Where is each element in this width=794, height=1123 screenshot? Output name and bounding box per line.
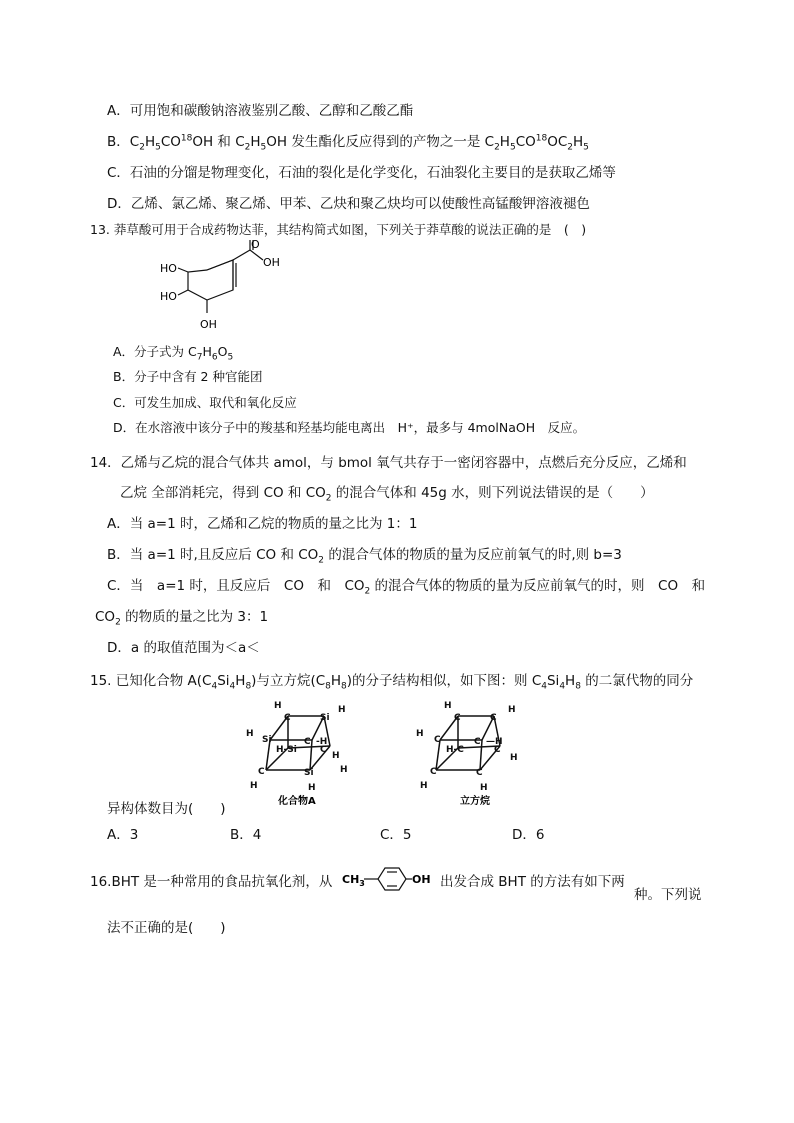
q15-stem: 15. 已知化合物 $A(C_4Si_4H_8)$与立方烷$(C_8H_8)$的分子结构相似，如下图：则 $C_4Si_4H_8$ 的二氯代物的同分 [90, 673, 694, 692]
structure-label-ho-1: HO [160, 262, 177, 275]
q14-option-c-line2: $CO_2$ 的物质的量之比为 3：1 [95, 609, 269, 628]
q14-option-c-line1: C．当 a=1 时，且反应后 CO 和 $CO_2$ 的混合气体的物质的量为反应前氧气的时，则 CO 和 [107, 578, 706, 597]
q13-option-b: B．分子中含有 2 种官能团 [113, 369, 263, 384]
q15-stem-line2: 异构体数目为( ) [107, 801, 226, 817]
svg-text:H: H [416, 729, 424, 739]
p-cresol-structure [342, 864, 434, 894]
svg-text:C: C [320, 745, 327, 755]
q16-stem-part1: 16.BHT 是一种常用的食品抗氧化剂，从 [90, 874, 333, 890]
svg-text:H: H [246, 729, 254, 739]
svg-text:C: C [490, 713, 497, 723]
svg-text:Si: Si [262, 735, 272, 745]
svg-text:H-Si: H-Si [276, 745, 297, 755]
q14-option-b: B．当 a=1 时,且反应后 CO 和 $CO_2$ 的混合气体的物质的量为反应前氧气的时,则 b=3 [107, 547, 622, 566]
q14-option-d: D．a 的取值范围为＜a＜ [107, 640, 260, 656]
compound-a-label: 化合物A [278, 796, 316, 807]
svg-text:H: H [508, 705, 516, 715]
cubane-label: 立方烷 [460, 796, 490, 807]
svg-text:H: H [338, 705, 346, 715]
q15-option-d: D．6 [512, 827, 545, 843]
q13-option-d: D．在水溶液中该分子中的羧基和羟基均能电离出 H⁺，最多与 4molNaOH 反应。 [113, 420, 586, 435]
svg-text:C: C [494, 745, 501, 755]
q16-stem-part2: 出发合成 BHT 的方法有如下两 [440, 874, 625, 890]
ch3-label: $CH_3$ [342, 873, 365, 888]
q14-option-a: A．当 a=1 时，乙烯和乙烷的物质的量之比为 1：1 [107, 516, 418, 532]
cubane-structure [410, 698, 530, 810]
svg-text:C: C [474, 737, 481, 747]
structure-label-oh-3: OH [200, 318, 217, 331]
oh-label: OH [412, 873, 431, 886]
q15-option-c: C．5 [380, 827, 412, 843]
svg-text:C: C [430, 767, 437, 777]
svg-text:Si: Si [320, 713, 330, 723]
svg-text:H: H [308, 783, 316, 793]
svg-text:H: H [444, 701, 452, 711]
svg-text:H: H [510, 753, 518, 763]
q12-option-a: A．可用饱和碳酸钠溶液鉴别乙酸、乙醇和乙酸乙酯 [107, 103, 414, 119]
compound-a-structure [240, 698, 360, 810]
q12-option-d: D．乙烯、氯乙烯、聚乙烯、甲苯、乙炔和聚乙炔均可以使酸性高锰酸钾溶液褪色 [107, 196, 590, 212]
svg-text:—H: —H [486, 737, 503, 747]
q13-stem: 13. 莽草酸可用于合成药物达菲，其结构简式如图，下列关于莽草酸的说法正确的是 ( ) [90, 222, 587, 237]
structure-label-ho-2: HO [160, 290, 177, 303]
svg-text:C: C [258, 767, 265, 777]
structure-label-o: O [251, 240, 260, 251]
structure-label-oh-acid: OH [263, 256, 280, 269]
svg-text:C: C [454, 713, 461, 723]
svg-text:H: H [274, 701, 282, 711]
q12-option-c: C．石油的分馏是物理变化，石油的裂化是化学变化，石油裂化主要目的是获取乙烯等 [107, 165, 616, 181]
svg-text:H: H [332, 751, 340, 761]
q15-option-a: A．3 [107, 827, 139, 843]
svg-text:H: H [480, 783, 488, 793]
svg-text:C: C [434, 735, 441, 745]
svg-text:H: H [250, 781, 258, 791]
svg-text:C: C [476, 768, 483, 778]
q13-option-a: A．分子式为 $C_7H_6O_5$ [113, 344, 234, 363]
q16-stem-line2: 法不正确的是( ) [107, 920, 226, 936]
svg-text:C: C [284, 713, 291, 723]
q16-stem-part3: 种。下列说 [634, 887, 702, 903]
q13-option-c: C．可发生加成、取代和氧化反应 [113, 395, 297, 410]
q12-option-b: B．$C_2H_5CO^{18}OH$ 和 $C_2H_5OH$ 发生酯化反应得到的产物之一是 $C_2H_5CO^{18}OC_2H_5$ [107, 133, 589, 153]
q14-stem-line2: 乙烷 全部消耗完，得到 CO 和 $CO_2$ 的混合气体和 45g 水，则下列说法错误的是（ ） [120, 485, 654, 504]
q14-stem-line1: 14．乙烯与乙烷的混合气体共 amol，与 bmol 氧气共存于一密闭容器中，点燃后充分反应，乙烯和 [90, 455, 687, 471]
svg-text:H-C: H-C [446, 745, 464, 755]
svg-text:H: H [420, 781, 428, 791]
shikimic-acid-structure [160, 240, 300, 340]
q15-option-b: B．4 [230, 827, 262, 843]
svg-text:-H: -H [316, 737, 328, 747]
svg-text:C: C [304, 737, 311, 747]
svg-text:Si: Si [304, 768, 314, 778]
svg-text:H: H [340, 765, 348, 775]
